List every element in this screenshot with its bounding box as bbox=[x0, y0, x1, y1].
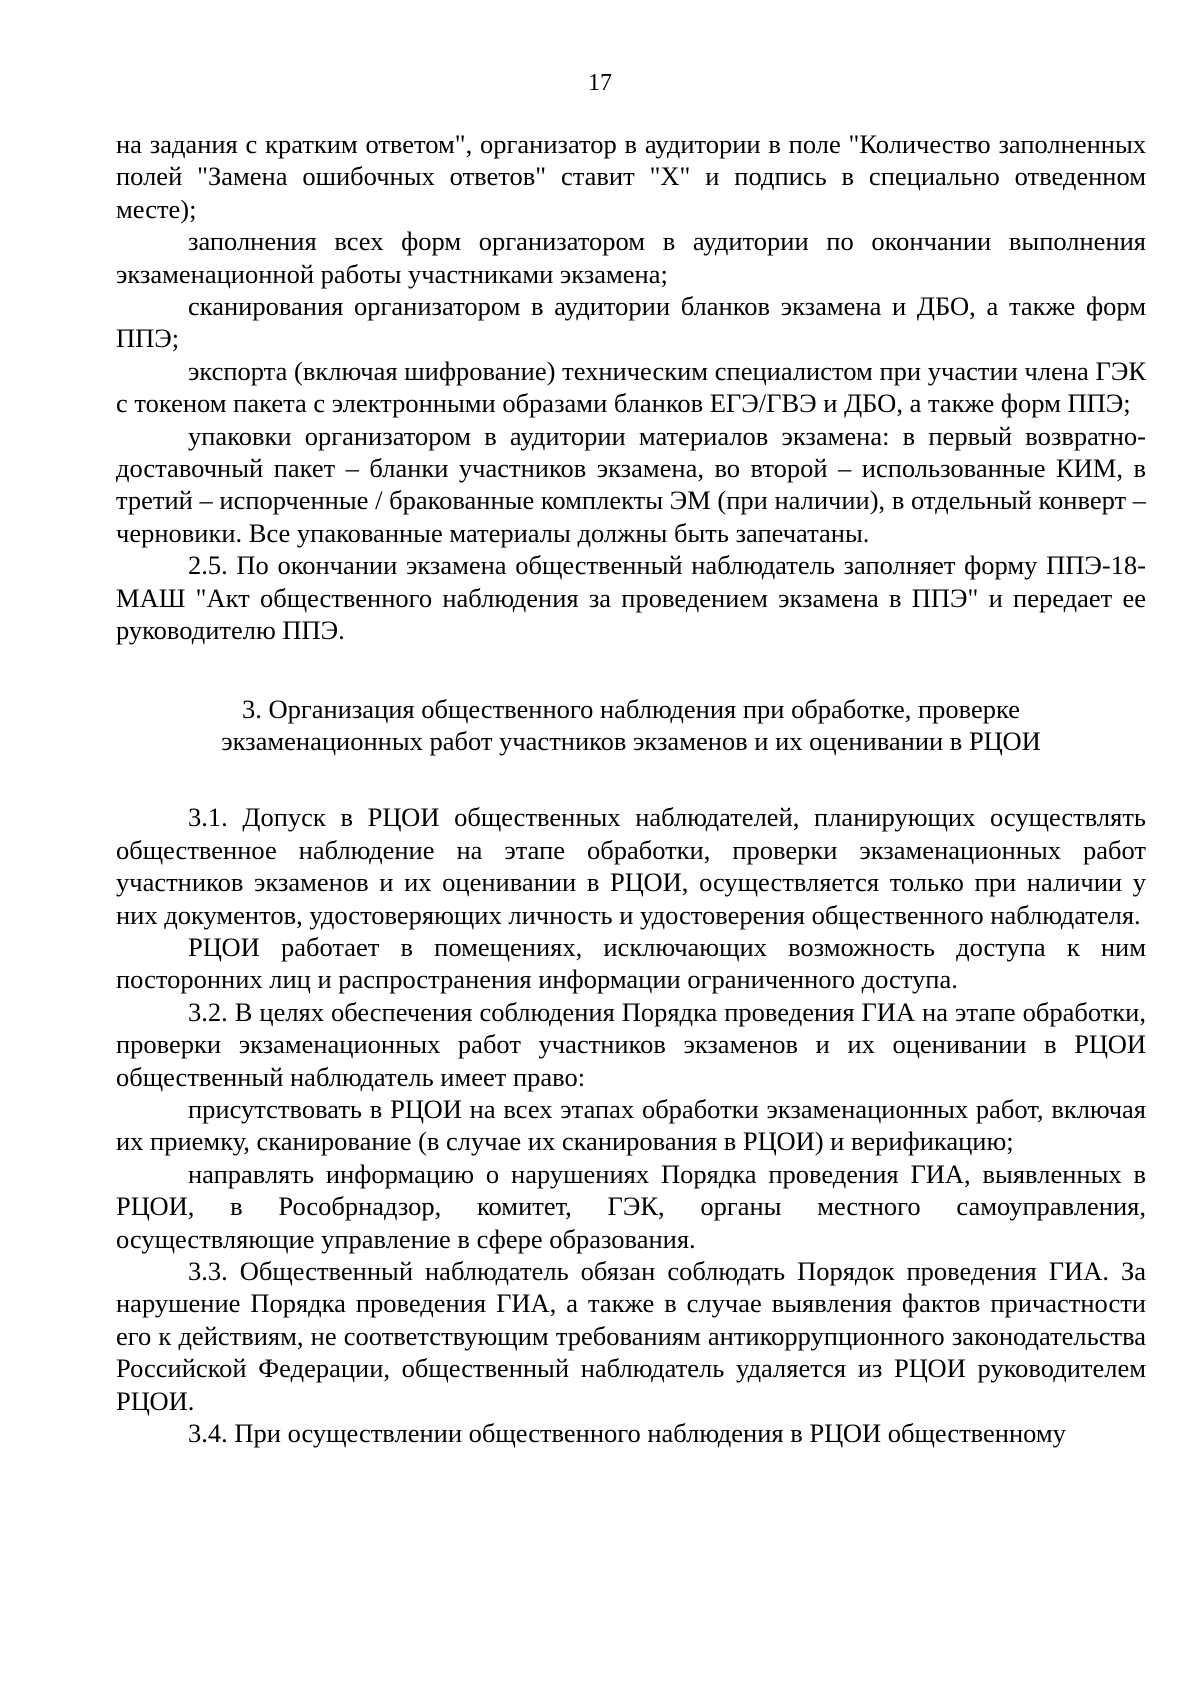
paragraph: заполнения всех форм организатором в аудитории по окончании выполнения экзаменационной работы участниками экзамена; bbox=[116, 226, 1146, 289]
section-heading-line: 3. Организация общественного наблюдения при обработке, проверке bbox=[241, 693, 1021, 724]
section-heading-line: экзаменационных работ участников экзаменов и их оценивании в РЦОИ bbox=[221, 725, 1041, 756]
paragraph-2-5: 2.5. По окончании экзамена общественный наблюдатель заполняет форму ППЭ-18-МАШ "Акт общественного наблюдения за проведением экзамена в ППЭ" и передает ее руководителю ППЭ. bbox=[116, 550, 1146, 646]
section-3-heading bbox=[116, 693, 1146, 758]
paragraph: РЦОИ работает в помещениях, исключающих возможность доступа к ним посторонних лиц и распространения информации ограниченного доступа. bbox=[116, 931, 1146, 995]
paragraph: упаковки организатором в аудитории материалов экзамена: в первый возвратно-доставочный пакет – бланки участников экзамена, во второй – использованные КИМ, в третий – испорченные / бракованные комплекты ЭМ (при наличии), в отдельный конверт – черновики. Все упакованные материалы должны быть запечатаны. bbox=[116, 420, 1146, 548]
page-number: 17 bbox=[588, 70, 612, 96]
paragraph: направлять информацию о нарушениях Порядка проведения ГИА, выявленных в РЦОИ, в Рособрнадзор, комитет, ГЭК, органы местного самоуправления, осуществляющие управление в сфере образования. bbox=[116, 1158, 1146, 1254]
paragraph: сканирования организатором в аудитории бланков экзамена и ДБО, а также форм ППЭ; bbox=[116, 291, 1146, 354]
paragraph-3-3: 3.3. Общественный наблюдатель обязан соблюдать Порядок проведения ГИА. За нарушение Порядка проведения ГИА, а также в случае выявления фактов причастности его к действиям, не соответствующим требованиям антикоррупционного законодательства Российской Федерации, общественный наблюдатель удаляется из РЦОИ руководителем РЦОИ. bbox=[116, 1256, 1146, 1416]
paragraph-3-4: 3.4. При осуществлении общественного наблюдения в РЦОИ общественному bbox=[188, 1418, 1066, 1449]
paragraph-continuation: на задания с кратким ответом", организатор в аудитории в поле "Количество заполненных полей "Замена ошибочных ответов" ставит "X" и подпись в специально отведенном месте); bbox=[116, 129, 1146, 224]
paragraph: экспорта (включая шифрование) техническим специалистом при участии члена ГЭК с токеном пакета с электронными образами бланков ЕГЭ/ГВЭ и ДБО, а также форм ППЭ; bbox=[116, 355, 1146, 419]
paragraph: присутствовать в РЦОИ на всех этапах обработки экзаменационных работ, включая их приемку, сканирование (в случае их сканирования в РЦОИ) и верификацию; bbox=[116, 1093, 1146, 1157]
paragraph-3-2: 3.2. В целях обеспечения соблюдения Порядка проведения ГИА на этапе обработки, проверки экзаменационных работ участников экзаменов и их оценивании в РЦОИ общественный наблюдатель имеет право: bbox=[116, 996, 1146, 1092]
paragraph-3-1: 3.1. Допуск в РЦОИ общественных наблюдателей, планирующих осуществлять общественное наблюдение на этапе обработки, проверки экзаменационных работ участников экзаменов и их оценивании в РЦОИ, осуществляется только при наличии у них документов, удостоверяющих личность и удостоверения общественного наблюдателя. bbox=[116, 802, 1146, 930]
page-content bbox=[116, 128, 1146, 1449]
